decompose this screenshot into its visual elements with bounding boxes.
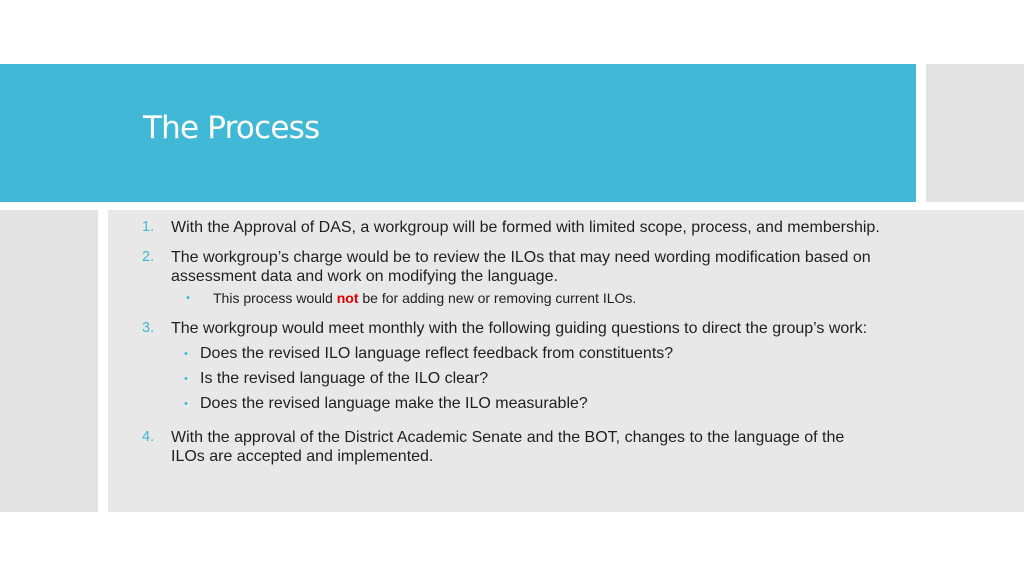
title-banner — [0, 64, 916, 202]
question-item-1 — [171, 344, 882, 363]
list-text-4: With the approval of the District Academic Senate and the BOT, changes to the language of the ILOs are accepted and implemented. — [171, 429, 845, 465]
process-list — [142, 218, 882, 466]
emphasis-not: not — [336, 290, 359, 306]
bullet-icon: • — [184, 398, 188, 410]
body-side-panel — [0, 210, 98, 512]
title-side-panel — [926, 64, 1024, 202]
bullet-icon: • — [184, 348, 188, 360]
list-item-3 — [142, 319, 882, 413]
guiding-questions — [171, 344, 882, 413]
sub-bullet-item — [171, 289, 882, 307]
slide-title: The Process — [143, 110, 320, 146]
list-item-4 — [142, 428, 882, 466]
sub-text-after: be for adding new or removing current ILOs. — [358, 290, 637, 306]
list-number-2: 2. — [142, 249, 155, 265]
bullet-icon: • — [184, 373, 188, 385]
list-text-1: With the Approval of DAS, a workgroup will be formed with limited scope, process, and membership. — [171, 219, 880, 236]
list-number-4: 4. — [142, 429, 155, 445]
bullet-icon: • — [186, 292, 190, 304]
list-text-3: The workgroup would meet monthly with the following guiding questions to direct the group’s work: — [171, 320, 868, 337]
list-number-3: 3. — [142, 320, 155, 336]
question-text-1: Does the revised ILO language reflect feedback from constituents? — [200, 345, 674, 362]
list-item-1 — [142, 218, 882, 237]
list-text-2: The workgroup’s charge would be to review the ILOs that may need wording modification based on assessment data and work on modifying the language. — [171, 249, 871, 285]
question-text-2: Is the revised language of the ILO clear? — [200, 370, 489, 387]
question-item-3 — [171, 394, 882, 413]
question-text-3: Does the revised language make the ILO measurable? — [200, 395, 588, 412]
sub-text-before: This process would — [213, 290, 337, 306]
list-item-2 — [142, 248, 882, 307]
question-item-2 — [171, 369, 882, 388]
list-number-1: 1. — [142, 219, 155, 235]
